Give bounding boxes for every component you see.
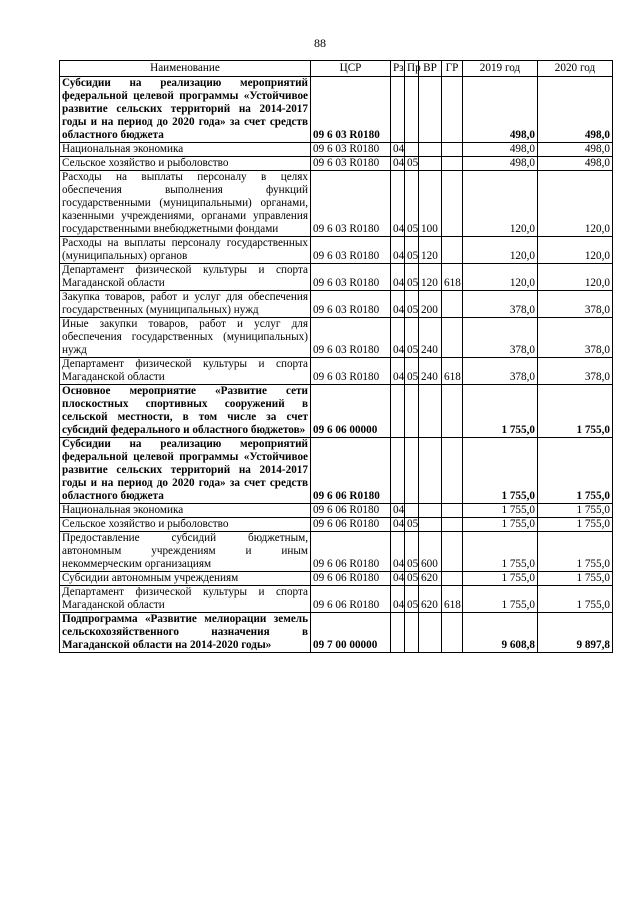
row-name: Иные закупки товаров, работ и услуг для обеспечения государственных (муниципальных) нужд (60, 318, 311, 358)
row-2019: 1 755,0 (463, 572, 538, 586)
table-row (60, 586, 613, 613)
row-vr (419, 518, 442, 532)
row-2019: 120,0 (463, 237, 538, 264)
header-vr: ВР (419, 61, 442, 77)
row-pr: 05 (405, 264, 419, 291)
row-csr: 09 6 03 R0180 (311, 171, 391, 237)
header-csr: ЦСР (311, 61, 391, 77)
row-rz: 04 (391, 358, 405, 385)
row-2020: 1 755,0 (538, 438, 613, 504)
row-rz (391, 438, 405, 504)
row-name: Субсидии на реализацию мероприятий федеральной целевой программы «Устойчивое развитие сельских территорий на 2014-2017 годы и на период до 2020 года» за счет средств областного бюджета (60, 438, 311, 504)
header-name: Наименование (60, 61, 311, 77)
page-number: 88 (314, 36, 326, 50)
row-2020: 1 755,0 (538, 586, 613, 613)
row-2020: 378,0 (538, 291, 613, 318)
row-rz: 04 (391, 157, 405, 171)
row-rz (391, 385, 405, 438)
row-gr (442, 171, 463, 237)
row-csr: 09 7 00 00000 (311, 613, 391, 653)
row-gr (442, 143, 463, 157)
row-2020: 498,0 (538, 157, 613, 171)
row-vr: 240 (419, 358, 442, 385)
row-rz (391, 613, 405, 653)
row-name: Национальная экономика (60, 143, 311, 157)
row-pr (405, 143, 419, 157)
row-gr (442, 318, 463, 358)
row-rz: 04 (391, 318, 405, 358)
row-csr: 09 6 06 R0180 (311, 438, 391, 504)
row-gr: 618 (442, 586, 463, 613)
row-2019: 1 755,0 (463, 518, 538, 532)
table-row (60, 77, 613, 143)
row-csr: 09 6 06 R0180 (311, 532, 391, 572)
row-gr (442, 438, 463, 504)
table-row (60, 264, 613, 291)
row-2019: 1 755,0 (463, 385, 538, 438)
row-rz: 04 (391, 171, 405, 237)
row-rz: 04 (391, 504, 405, 518)
row-pr: 05 (405, 318, 419, 358)
row-name: Предоставление субсидий бюджетным, автономным учреждениям и иным некоммерческим организациям (60, 532, 311, 572)
row-pr: 05 (405, 291, 419, 318)
row-pr: 05 (405, 358, 419, 385)
row-gr (442, 613, 463, 653)
row-2019: 9 608,8 (463, 613, 538, 653)
row-2019: 1 755,0 (463, 586, 538, 613)
row-csr: 09 6 06 R0180 (311, 586, 391, 613)
row-2020: 498,0 (538, 77, 613, 143)
row-2019: 378,0 (463, 291, 538, 318)
row-vr: 620 (419, 572, 442, 586)
row-pr: 05 (405, 157, 419, 171)
row-rz: 04 (391, 237, 405, 264)
row-rz: 04 (391, 518, 405, 532)
row-gr (442, 532, 463, 572)
row-gr (442, 77, 463, 143)
table-row (60, 385, 613, 438)
row-name: Департамент физической культуры и спорта Магаданской области (60, 586, 311, 613)
row-name: Субсидии на реализацию мероприятий федеральной целевой программы «Устойчивое развитие сельских территорий на 2014-2017 годы и на период до 2020 года» за счет средств областного бюджета (60, 77, 311, 143)
row-pr (405, 613, 419, 653)
row-vr (419, 157, 442, 171)
row-pr: 05 (405, 572, 419, 586)
row-2019: 378,0 (463, 358, 538, 385)
row-pr: 05 (405, 237, 419, 264)
row-rz: 04 (391, 572, 405, 586)
row-name: Основное мероприятие «Развитие сети плоскостных спортивных сооружений в сельской местности, в том числе за счет субсидий федерального и областного бюджетов» (60, 385, 311, 438)
table-row (60, 438, 613, 504)
row-name: Департамент физической культуры и спорта Магаданской области (60, 358, 311, 385)
row-pr (405, 504, 419, 518)
table-row (60, 358, 613, 385)
row-name: Закупка товаров, работ и услуг для обеспечения государственных (муниципальных) нужд (60, 291, 311, 318)
row-csr: 09 6 03 R0180 (311, 291, 391, 318)
row-2020: 1 755,0 (538, 504, 613, 518)
row-vr: 120 (419, 237, 442, 264)
row-csr: 09 6 03 R0180 (311, 237, 391, 264)
row-vr (419, 438, 442, 504)
row-2020: 1 755,0 (538, 532, 613, 572)
row-vr: 200 (419, 291, 442, 318)
row-gr (442, 518, 463, 532)
header-rz: Рз (391, 61, 405, 77)
row-csr: 09 6 06 R0180 (311, 572, 391, 586)
row-vr (419, 143, 442, 157)
row-csr: 09 6 03 R0180 (311, 143, 391, 157)
header-pr: Пр (405, 61, 419, 77)
row-csr: 09 6 03 R0180 (311, 264, 391, 291)
header-gr: ГР (442, 61, 463, 77)
row-csr: 09 6 03 R0180 (311, 157, 391, 171)
row-vr: 120 (419, 264, 442, 291)
row-vr: 620 (419, 586, 442, 613)
table-row (60, 504, 613, 518)
row-2020: 378,0 (538, 358, 613, 385)
row-pr (405, 77, 419, 143)
row-csr: 09 6 06 R0180 (311, 504, 391, 518)
row-2020: 498,0 (538, 143, 613, 157)
row-name: Департамент физической культуры и спорта Магаданской области (60, 264, 311, 291)
table-row (60, 171, 613, 237)
row-vr (419, 77, 442, 143)
row-csr: 09 6 03 R0180 (311, 77, 391, 143)
row-2020: 9 897,8 (538, 613, 613, 653)
row-2020: 120,0 (538, 264, 613, 291)
row-gr: 618 (442, 264, 463, 291)
row-vr: 100 (419, 171, 442, 237)
row-rz: 04 (391, 532, 405, 572)
row-2019: 120,0 (463, 264, 538, 291)
row-2019: 1 755,0 (463, 504, 538, 518)
row-gr (442, 572, 463, 586)
row-2020: 120,0 (538, 237, 613, 264)
table-row (60, 318, 613, 358)
row-csr: 09 6 03 R0180 (311, 318, 391, 358)
table-row (60, 143, 613, 157)
row-2020: 120,0 (538, 171, 613, 237)
table-row (60, 518, 613, 532)
row-vr: 240 (419, 318, 442, 358)
row-name: Расходы на выплаты персоналу в целях обеспечения выполнения функций государственными (муниципальными) органами, казенными учреждениями, органами управления государственными внебюджетными фондами (60, 171, 311, 237)
row-name: Сельское хозяйство и рыболовство (60, 157, 311, 171)
row-2020: 1 755,0 (538, 572, 613, 586)
row-name: Подпрограмма «Развитие мелиорации земель сельскохозяйственного назначения в Магаданской области на 2014-2020 годы» (60, 613, 311, 653)
row-pr: 05 (405, 171, 419, 237)
row-pr: 05 (405, 586, 419, 613)
budget-table (59, 60, 613, 653)
row-rz (391, 77, 405, 143)
table-row (60, 237, 613, 264)
row-gr (442, 237, 463, 264)
row-rz: 04 (391, 264, 405, 291)
row-pr (405, 385, 419, 438)
row-2019: 378,0 (463, 318, 538, 358)
row-2019: 498,0 (463, 77, 538, 143)
row-2019: 120,0 (463, 171, 538, 237)
row-vr (419, 385, 442, 438)
header-2019: 2019 год (463, 61, 538, 77)
row-2020: 378,0 (538, 318, 613, 358)
row-name: Национальная экономика (60, 504, 311, 518)
row-gr (442, 291, 463, 318)
row-gr: 618 (442, 358, 463, 385)
row-csr: 09 6 06 00000 (311, 385, 391, 438)
table-header-row (60, 61, 613, 77)
table-row (60, 291, 613, 318)
row-rz: 04 (391, 586, 405, 613)
row-csr: 09 6 06 R0180 (311, 518, 391, 532)
row-vr: 600 (419, 532, 442, 572)
row-vr (419, 504, 442, 518)
table-row (60, 613, 613, 653)
row-2019: 1 755,0 (463, 532, 538, 572)
row-vr (419, 613, 442, 653)
row-name: Сельское хозяйство и рыболовство (60, 518, 311, 532)
table-row (60, 572, 613, 586)
row-name: Расходы на выплаты персоналу государственных (муниципальных) органов (60, 237, 311, 264)
row-rz: 04 (391, 143, 405, 157)
row-pr (405, 438, 419, 504)
row-2020: 1 755,0 (538, 518, 613, 532)
row-rz: 04 (391, 291, 405, 318)
row-2020: 1 755,0 (538, 385, 613, 438)
row-pr: 05 (405, 532, 419, 572)
row-2019: 498,0 (463, 157, 538, 171)
row-gr (442, 385, 463, 438)
row-gr (442, 157, 463, 171)
row-name: Субсидии автономным учреждениям (60, 572, 311, 586)
row-gr (442, 504, 463, 518)
row-2019: 498,0 (463, 143, 538, 157)
row-csr: 09 6 03 R0180 (311, 358, 391, 385)
table-row (60, 532, 613, 572)
row-pr: 05 (405, 518, 419, 532)
row-2019: 1 755,0 (463, 438, 538, 504)
table-row (60, 157, 613, 171)
header-2020: 2020 год (538, 61, 613, 77)
